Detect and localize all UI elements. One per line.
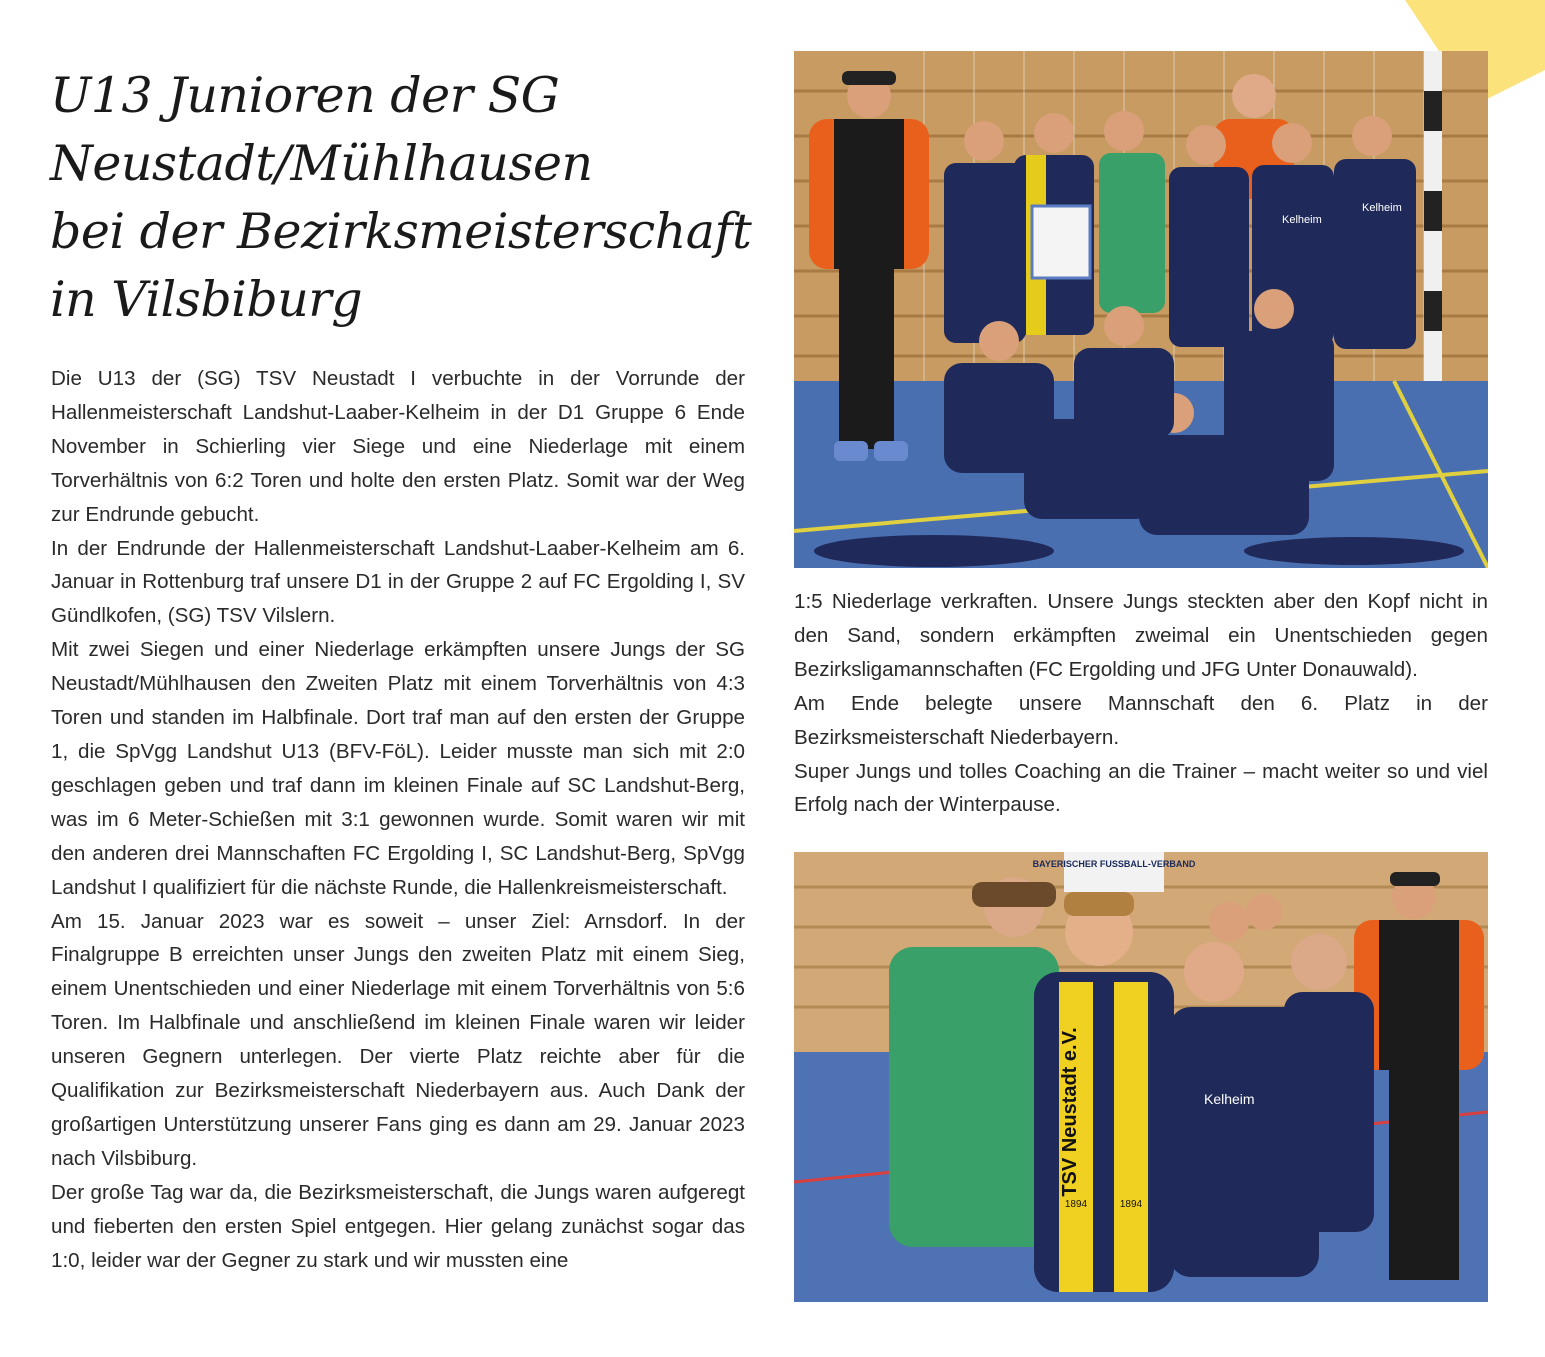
article-title xyxy=(50,62,770,334)
jersey-sponsor-text: Kelheim xyxy=(1204,1091,1255,1107)
scarf-year: 1894 xyxy=(1119,1199,1143,1210)
body-paragraph: Der große Tag war da, die Bezirksmeisterschaft, die Jungs waren aufgeregt und fieberten den ersten Spiel entgegen. Hier gelang zunächst sogar das 1:0, leider war der Gegner zu stark und wir mussten eine xyxy=(51,1180,745,1272)
team-photo xyxy=(794,51,1488,568)
body-paragraph: Am 15. Januar 2023 war es soweit – unser Ziel: Arnsdorf. In der Finalgruppe B erreichten unser Jungs den zweiten Platz mit einem Sieg, einem Unentschieden und einer Niederlage mit einem Torverhältnis von 5:6 Toren. Im Halbfinale und anschließend im kleinen Finale waren wir leider unseren Gegnern unterlegen. Der vierte Platz reichte aber für die Qualifikation zur Bezirksmeisterschaft Niederbayern aus. Auch Dank der großartigen Unterstützung unserer Fans ging es dann am 29. Januar 2023 nach Vilsbiburg. xyxy=(51,909,745,1170)
jersey-sponsor-text: Kelheim xyxy=(1282,214,1322,226)
scarf-photo xyxy=(794,852,1488,1302)
title-line: in Vilsbiburg xyxy=(50,271,363,328)
body-paragraph: 1:5 Niederlage verkraften. Unsere Jungs steckten aber den Kopf nicht in den Sand, sondern erkämpften zweimal ein Unentschieden gegen Bezirksligamannschaften (FC Ergolding und JFG Unter Donauwald). xyxy=(794,590,1488,681)
banner-text: BAYERISCHER FUSSBALL-VERBAND xyxy=(1032,859,1196,869)
article-body-left-column xyxy=(51,362,745,1277)
article-body-right-column xyxy=(794,585,1488,822)
body-paragraph: In der Endrunde der Hallenmeisterschaft Landshut-Laaber-Kelheim am 6. Januar in Rottenburg traf unsere D1 in der Gruppe 2 auf FC Ergolding I, SV Gündlkofen, (SG) TSV Vilslern. xyxy=(51,536,745,628)
title-line: bei der Bezirksmeisterschaft xyxy=(50,203,752,260)
body-paragraph: Am Ende belegte unsere Mannschaft den 6. Platz in der Bezirksmeisterschaft Niederbayern. xyxy=(794,691,1488,749)
title-line: Neustadt/Mühlhausen xyxy=(50,135,593,192)
body-paragraph: Super Jungs und tolles Coaching an die Trainer – macht weiter so und viel Erfolg nach der Winterpause. xyxy=(794,759,1488,817)
scarf-text: TSV Neustadt e.V. xyxy=(1059,1027,1081,1197)
body-paragraph: Die U13 der (SG) TSV Neustadt I verbuchte in der Vorrunde der Hallenmeisterschaft Landshut-Laaber-Kelheim in der D1 Gruppe 6 Ende November in Schierling vier Siege und eine Niederlage mit einem Torverhältnis von 6:2 Toren und holte den ersten Platz. Somit war der Weg zur Endrunde gebucht. xyxy=(51,367,745,526)
scarf-year: 1894 xyxy=(1064,1199,1088,1210)
title-line: U13 Junioren der SG xyxy=(50,67,560,124)
body-paragraph: Mit zwei Siegen und einer Niederlage erkämpften unsere Jungs der SG Neustadt/Mühlhausen den Zweiten Platz mit einem Torverhältnis von 4:3 Toren und standen im Halbfinale. Dort traf man auf den ersten der Gruppe 1, die SpVgg Landshut U13 (BFV-FöL). Leider musste man sich mit 2:0 geschlagen geben und traf dann im kleinen Finale auf SC Landshut-Berg, was im 6 Meter-Schießen mit 3:1 gewonnen wurde. Somit waren wir mit den anderen drei Mannschaften FC Ergolding I, SC Landshut-Berg, SpVgg Landshut I qualifiziert für die nächste Runde, die Hallenkreismeisterschaft. xyxy=(51,638,745,899)
jersey-sponsor-text: Kelheim xyxy=(1362,202,1402,214)
